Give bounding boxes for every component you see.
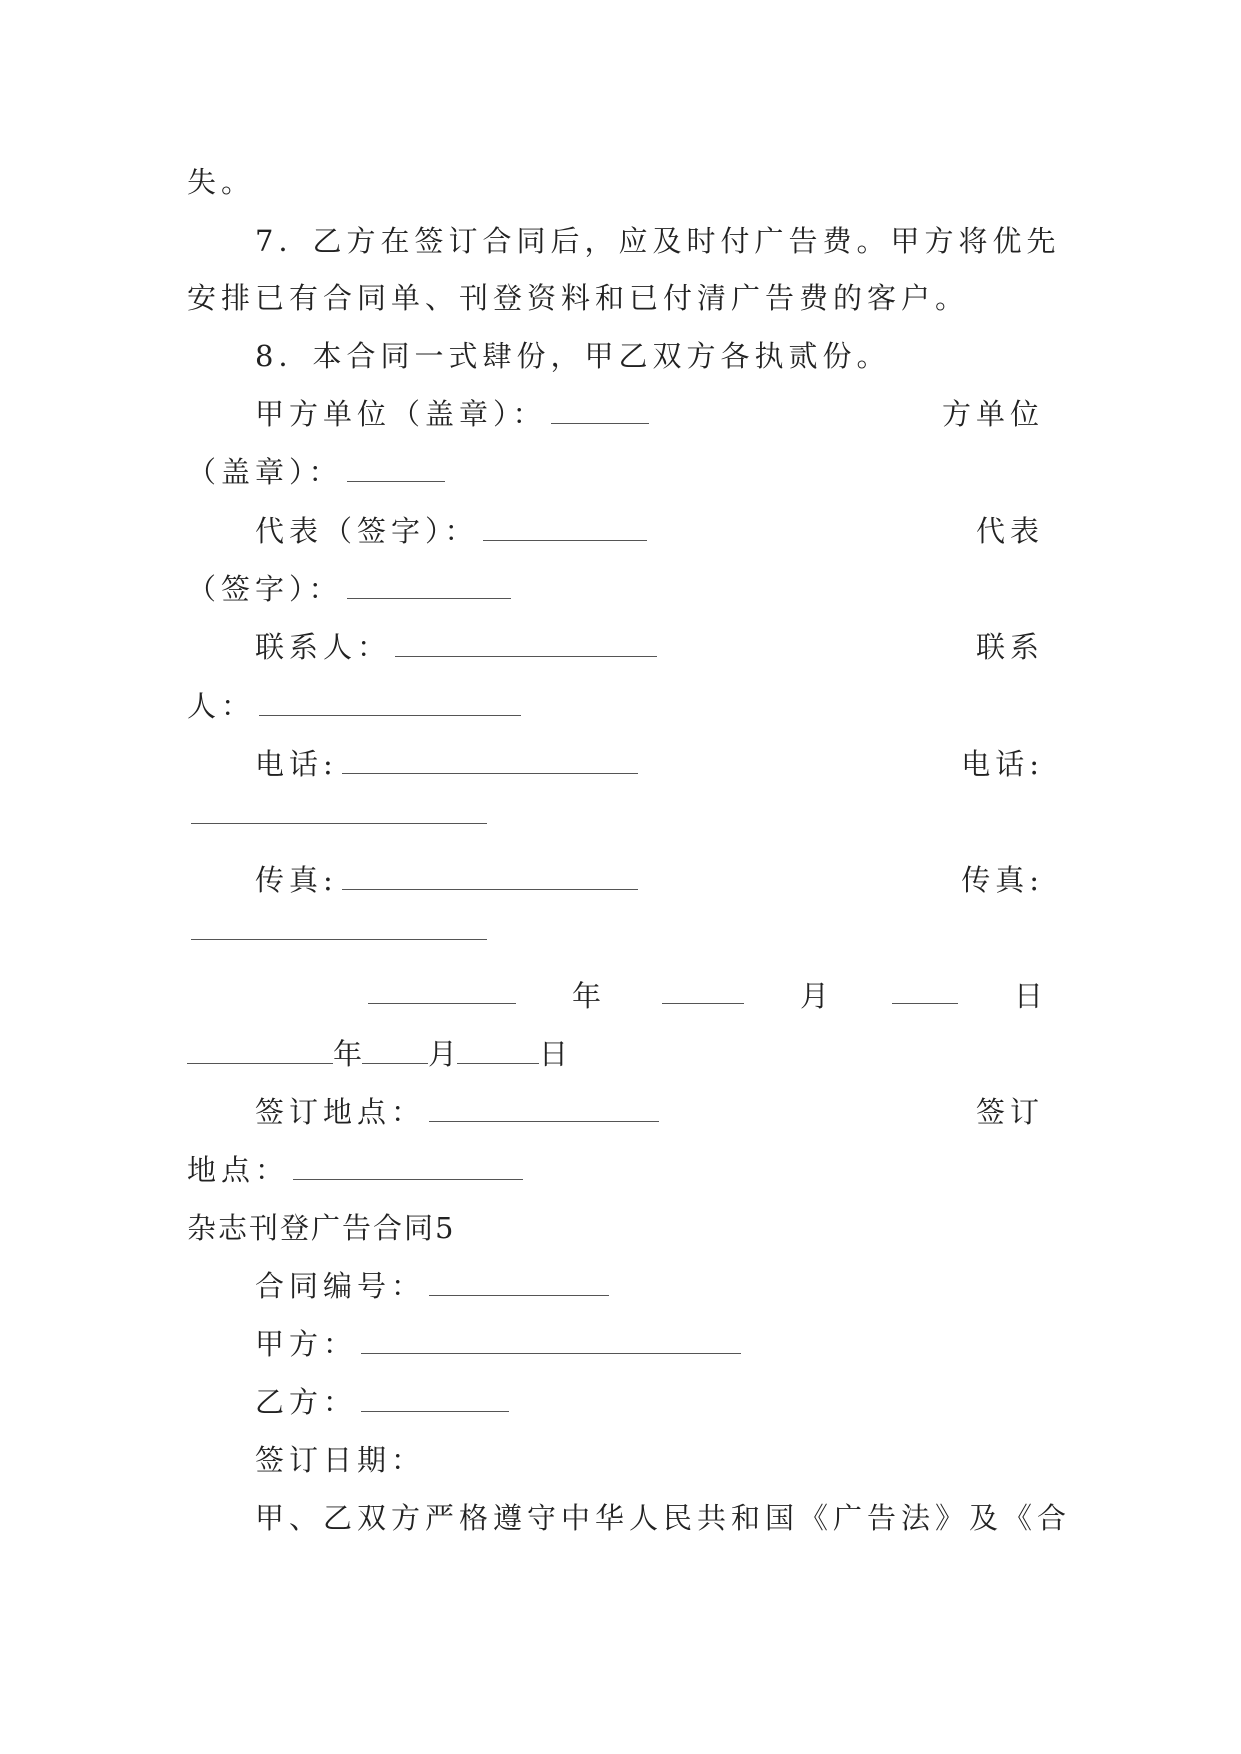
party-b-sign-label: （签字）： — [187, 572, 343, 606]
party-b-rep-label: 代表 — [975, 514, 1044, 548]
party-a-phone-label: 电话: — [255, 747, 338, 781]
text-line: 失。 — [187, 165, 256, 199]
year-label: 年 — [572, 979, 607, 1013]
party-b-place-label: 地点： — [187, 1153, 290, 1187]
date-line-2 — [187, 1034, 568, 1074]
party-b-unit-label: 方单位 — [941, 397, 1044, 431]
party-a-place-label: 签订地点： — [255, 1095, 426, 1129]
text-line: 8．本合同一式肆份，甲乙双方各执贰份。 — [255, 339, 891, 373]
blank-underline — [361, 1410, 509, 1412]
blank-underline — [361, 1352, 741, 1354]
party-b-place-line — [187, 1150, 523, 1190]
blank-underline — [429, 1294, 609, 1296]
blank-underline — [347, 480, 445, 482]
month-blank — [362, 1062, 428, 1064]
party-b-seal-line — [187, 452, 445, 492]
year-blank — [368, 1002, 516, 1004]
party-a-rep-label: 代表（签字）： — [255, 514, 479, 548]
day-blank — [457, 1062, 539, 1064]
party-a-unit-line — [255, 394, 649, 434]
blank-underline — [342, 888, 638, 890]
party-a-unit-label: 甲方单位（盖章）： — [255, 397, 547, 431]
day-label: 日 — [539, 1037, 569, 1071]
sign-date-label: 签订日期： — [255, 1443, 426, 1477]
party-b-line — [255, 1382, 509, 1422]
party-b-phone-blank — [191, 822, 487, 824]
day-blank — [892, 1002, 958, 1004]
party-a-rep-line — [255, 511, 647, 551]
contract-number-line — [255, 1266, 609, 1306]
day-label: 日 — [1014, 979, 1049, 1013]
party-a-phone-line — [255, 744, 638, 784]
text-line: 安排已有合同单、刊登资料和已付清广告费的客户。 — [187, 281, 970, 315]
party-a-place-line — [255, 1092, 659, 1132]
party-b-fax-blank — [191, 938, 487, 940]
blank-underline — [347, 597, 511, 599]
month-label: 月 — [428, 1037, 458, 1071]
party-b-sign-line — [187, 569, 511, 609]
year-label: 年 — [333, 1037, 363, 1071]
party-a-label: 甲方： — [255, 1327, 358, 1361]
party-a-fax-label: 传真: — [255, 863, 338, 897]
month-label: 月 — [800, 979, 835, 1013]
party-b-place-label: 签订 — [975, 1095, 1044, 1129]
party-a-contact-line — [255, 627, 657, 667]
party-b-seal-label: （盖章）： — [187, 455, 343, 489]
party-b-phone-label: 电话: — [961, 747, 1044, 781]
text-line: 甲、乙双方严格遵守中华人民共和国《广告法》及《合 — [255, 1501, 1072, 1535]
blank-underline — [342, 772, 638, 774]
section-title: 杂志刊登广告合同5 — [187, 1211, 456, 1245]
blank-underline — [551, 422, 649, 424]
party-a-line — [255, 1324, 741, 1364]
month-blank — [662, 1002, 744, 1004]
blank-underline — [395, 655, 657, 657]
party-b-label: 乙方： — [255, 1385, 358, 1419]
blank-underline — [293, 1178, 523, 1180]
contract-number-label: 合同编号： — [255, 1269, 426, 1303]
text-line: 7．乙方在签订合同后，应及时付广告费。甲方将优先 — [255, 224, 1061, 258]
party-b-contact-label: 联系 — [975, 630, 1044, 664]
year-blank — [187, 1062, 333, 1064]
blank-underline — [483, 539, 647, 541]
blank-underline — [259, 714, 521, 716]
party-b-contact-line — [187, 686, 521, 726]
party-b-fax-label: 传真: — [961, 863, 1044, 897]
party-a-contact-label: 联系人： — [255, 630, 392, 664]
party-a-fax-line — [255, 860, 638, 900]
party-b-contact-label: 人： — [187, 689, 256, 723]
blank-underline — [429, 1120, 659, 1122]
